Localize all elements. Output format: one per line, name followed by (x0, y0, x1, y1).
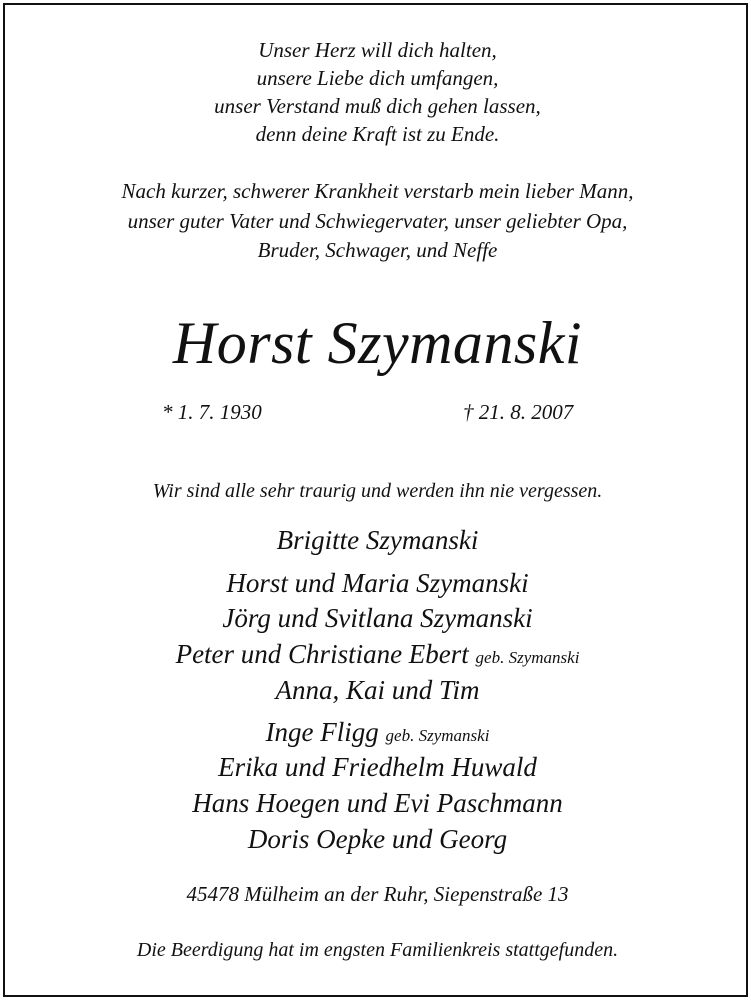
burial-note: Die Beerdigung hat im engsten Familienkreis stattgefunden. (136, 939, 619, 961)
family-member (5, 716, 750, 752)
family-member-name: Erika und Friedhelm Huwald (218, 752, 537, 782)
family-member-name: Hans Hoegen und Evi Paschmann (192, 788, 563, 818)
maiden-name-note: geb. Szymanski (475, 648, 580, 667)
poem-line: Unser Herz will dich halten, (258, 38, 497, 62)
family-member-name: Horst und Maria Szymanski (226, 568, 529, 598)
mourning-statement: Wir sind alle sehr traurig und werden ihn nie vergessen. (152, 480, 603, 502)
intro-line: unser guter Vater und Schwiegervater, unser geliebter Opa, (127, 209, 628, 233)
address: 45478 Mülheim an der Ruhr, Siepenstraße 13 (186, 882, 569, 906)
family-member-name: Jörg und Svitlana Szymanski (222, 603, 533, 633)
family-member (5, 787, 750, 819)
family-member-name: Inge Fligg (265, 717, 379, 747)
poem-line: unser Verstand muß dich gehen lassen, (214, 94, 541, 118)
family-member (5, 602, 750, 634)
death-date: † 21. 8. 2007 (463, 400, 574, 424)
family-member (5, 751, 750, 783)
family-member (5, 638, 750, 674)
family-member (5, 524, 750, 556)
intro-line: Nach kurzer, schwerer Krankheit verstarb mein lieber Mann, (121, 179, 634, 203)
poem-line: denn deine Kraft ist zu Ende. (255, 122, 500, 146)
maiden-name-note: geb. Szymanski (385, 726, 490, 745)
family-member-name: Doris Oepke und Georg (247, 824, 508, 854)
intro-line: Bruder, Schwager, und Neffe (257, 238, 498, 262)
family-member (5, 674, 750, 706)
poem-line: unsere Liebe dich umfangen, (256, 66, 499, 90)
obituary-notice (3, 3, 748, 997)
family-member (5, 567, 750, 599)
family-member-name: Brigitte Szymanski (276, 525, 479, 555)
family-member-name: Peter und Christiane Ebert (175, 639, 469, 669)
family-member (5, 823, 750, 855)
birth-date: * 1. 7. 1930 (162, 400, 262, 424)
family-member-name: Anna, Kai und Tim (275, 675, 480, 705)
deceased-name: Horst Szymanski (172, 310, 583, 376)
